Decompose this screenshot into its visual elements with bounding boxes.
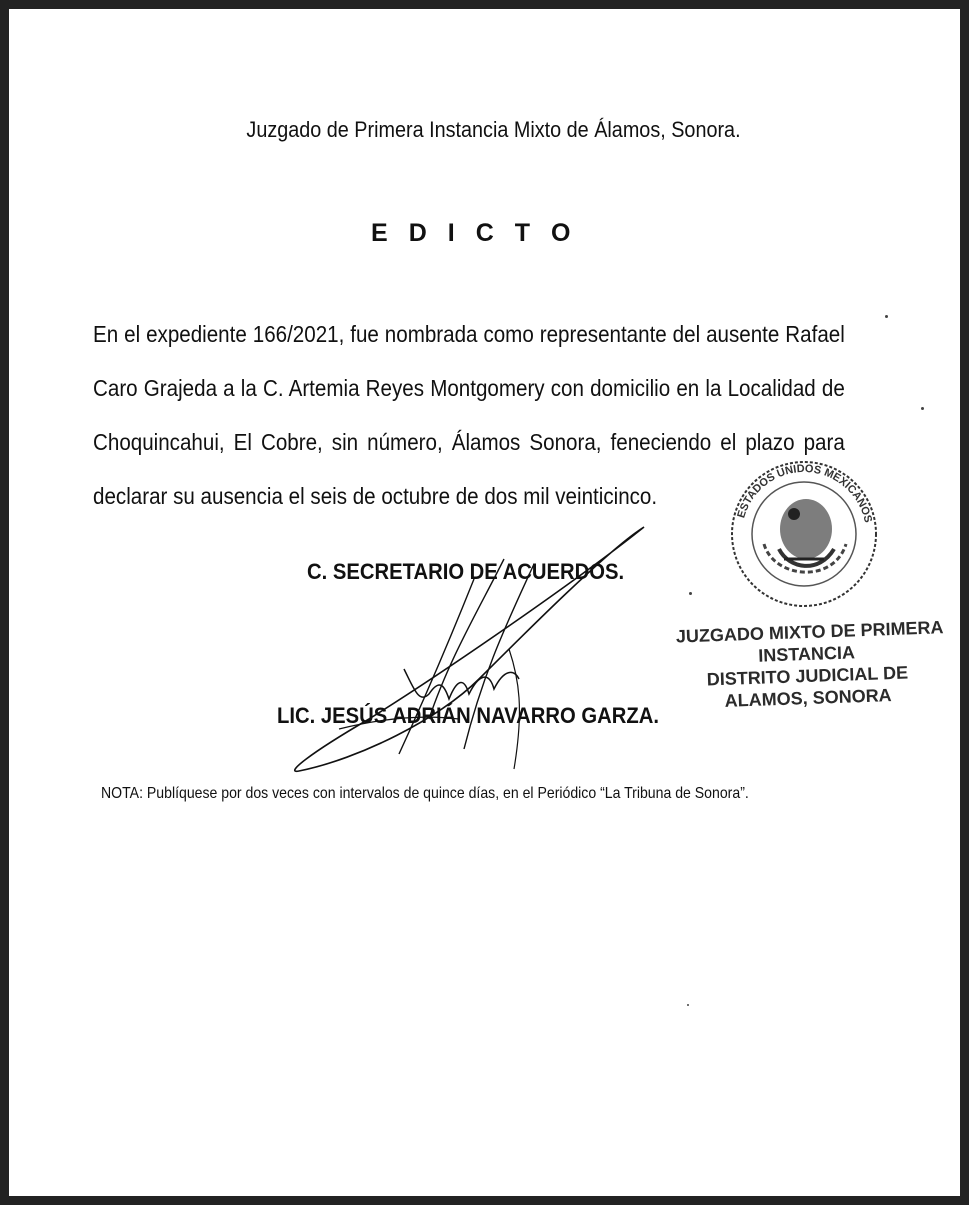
stamp-line: INSTANCIA: [757, 642, 856, 666]
stamp-line: JUZGADO MIXTO DE PRIMERA: [675, 617, 944, 647]
court-heading: Juzgado de Primera Instancia Mixto de Álamos, Sonora.: [246, 117, 741, 142]
national-seal-icon: [724, 449, 884, 619]
seal-ring-text: ESTADOS UNIDOS MEXICANOS: [735, 462, 874, 524]
scan-speck: [921, 407, 924, 410]
scan-speck: [689, 592, 692, 595]
scan-speck: [885, 315, 888, 318]
body-line: Choquincahui, El Cobre, sin número, Álamos Sonora, feneciendo el plazo para: [93, 429, 845, 455]
title-letter: T: [514, 219, 531, 247]
body-line: declarar su ausencia el seis de octubre de dos mil veinticinco.: [93, 483, 658, 509]
title-letter: D: [408, 219, 427, 247]
scan-speck: [687, 1004, 689, 1006]
title-letter: I: [447, 219, 455, 247]
handwritten-signature: [279, 519, 659, 789]
signatory-position: C. SECRETARIO DE ACUERDOS.: [307, 559, 625, 584]
title-letter: E: [371, 219, 388, 247]
title-letter: C: [475, 219, 494, 247]
signatory-name: LIC. JESÚS ADRIÁN NAVARRO GARZA.: [277, 703, 659, 728]
edict-title: [371, 219, 592, 248]
publication-note: NOTA: Publíquese por dos veces con intervalos de quince días, en el Periódico “La Tribuna de Sonora”.: [101, 785, 749, 802]
stamp-line: DISTRITO JUDICIAL DE: [706, 662, 909, 690]
stamp-line: ALAMOS, SONORA: [724, 685, 892, 711]
title-letter: O: [551, 219, 571, 247]
body-line: Caro Grajeda a la C. Artemia Reyes Montgomery con domicilio en la Localidad de: [93, 375, 845, 401]
body-line: En el expediente 166/2021, fue nombrada como representante del ausente Rafael: [93, 321, 845, 347]
court-stamp: [675, 616, 944, 713]
